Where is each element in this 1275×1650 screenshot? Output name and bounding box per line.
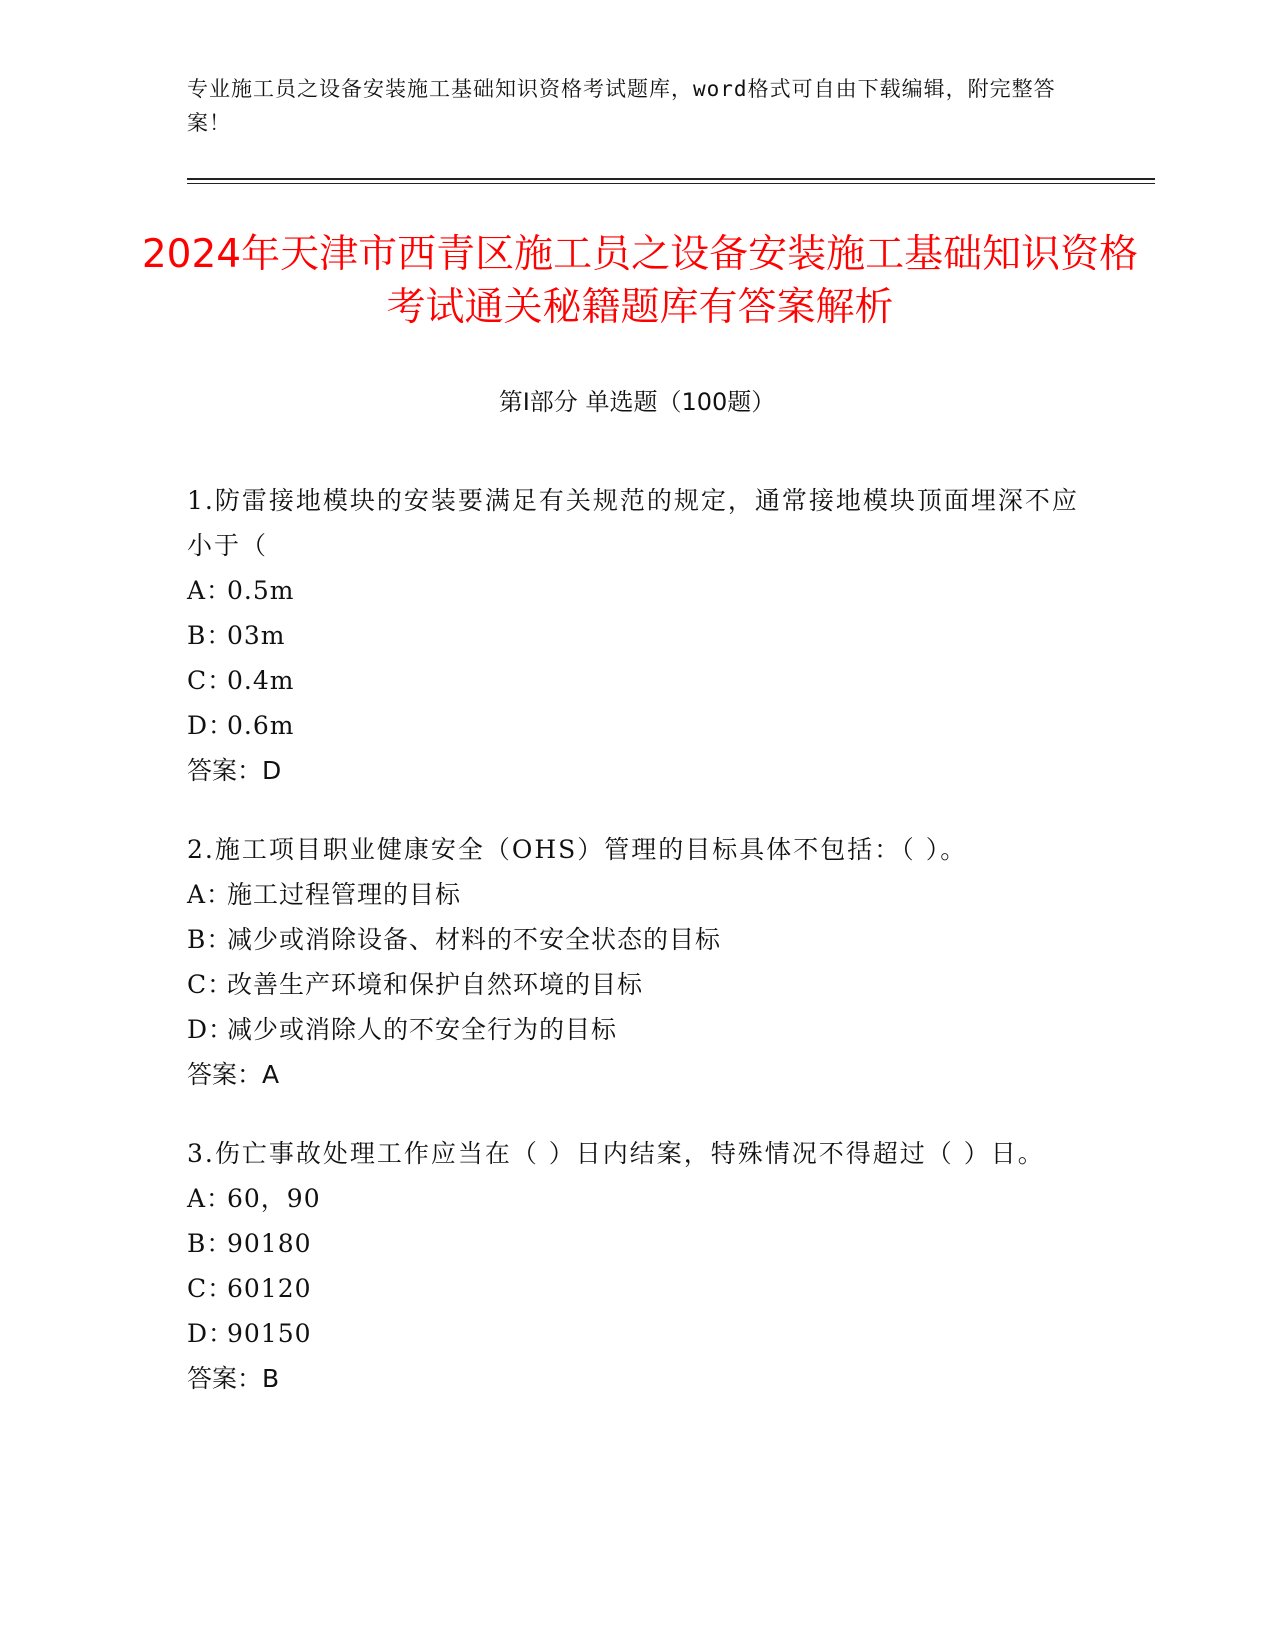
answer-line: 答案：B <box>187 1364 280 1393</box>
option-d <box>187 1311 1087 1356</box>
option-key: C： <box>187 970 234 999</box>
option-key: D： <box>187 1319 235 1348</box>
answer-line: 答案：D <box>187 756 282 785</box>
option-key: D： <box>187 711 235 740</box>
option-key: C： <box>187 666 234 695</box>
option-text: 0.5m <box>227 576 295 605</box>
option-key: C： <box>187 1274 234 1303</box>
section-title: 第Ⅰ部分 单选题（100题） <box>498 388 776 416</box>
option-c <box>187 658 1087 703</box>
option-a <box>187 568 1087 613</box>
option-text: 减少或消除设备、材料的不安全状态的目标 <box>227 925 722 954</box>
option-c <box>187 1266 1087 1311</box>
option-key: B： <box>187 621 233 650</box>
option-text: 90150 <box>227 1319 312 1348</box>
question-1 <box>187 478 1087 793</box>
question-stem: 2.施工项目职业健康安全（OHS）管理的目标具体不包括：（ ）。 <box>187 835 968 864</box>
option-a <box>187 1176 1087 1221</box>
header-divider-thin <box>187 183 1155 184</box>
question-3 <box>187 1131 1087 1401</box>
header-note: 专业施工员之设备安装施工基础知识资格考试题库，word格式可自由下载编辑，附完整答案！ <box>187 77 1056 135</box>
option-key: A： <box>187 880 233 909</box>
option-key: A： <box>187 576 233 605</box>
option-key: A： <box>187 1184 233 1213</box>
question-stem: 1.防雷接地模块的安装要满足有关规范的规定，通常接地模块顶面埋深不应小于（ <box>187 486 1079 560</box>
option-key: B： <box>187 1229 233 1258</box>
option-b <box>187 613 1087 658</box>
option-text: 减少或消除人的不安全行为的目标 <box>227 1015 618 1044</box>
option-b <box>187 917 1087 962</box>
option-text: 0.6m <box>227 711 295 740</box>
option-key: B： <box>187 925 233 954</box>
option-b <box>187 1221 1087 1266</box>
option-text: 0.4m <box>227 666 295 695</box>
option-c <box>187 962 1087 1007</box>
question-2 <box>187 827 1087 1097</box>
option-text: 60120 <box>227 1274 312 1303</box>
answer-line: 答案：A <box>187 1060 280 1089</box>
option-key: D： <box>187 1015 235 1044</box>
option-text: 60，90 <box>227 1184 321 1213</box>
header-divider-thick <box>187 178 1155 180</box>
option-text: 施工过程管理的目标 <box>227 880 462 909</box>
option-text: 90180 <box>227 1229 312 1258</box>
option-d <box>187 1007 1087 1052</box>
option-d <box>187 703 1087 748</box>
question-stem: 3.伤亡事故处理工作应当在（ ）日内结案，特殊情况不得超过（ ）日。 <box>187 1139 1045 1168</box>
option-a <box>187 872 1087 917</box>
option-text: 03m <box>227 621 286 650</box>
option-text: 改善生产环境和保护自然环境的目标 <box>227 970 644 999</box>
document-title: 2024年天津市西青区施工员之设备安装施工基础知识资格考试通关秘籍题库有答案解析 <box>141 232 1139 330</box>
question-list <box>187 478 1087 1435</box>
